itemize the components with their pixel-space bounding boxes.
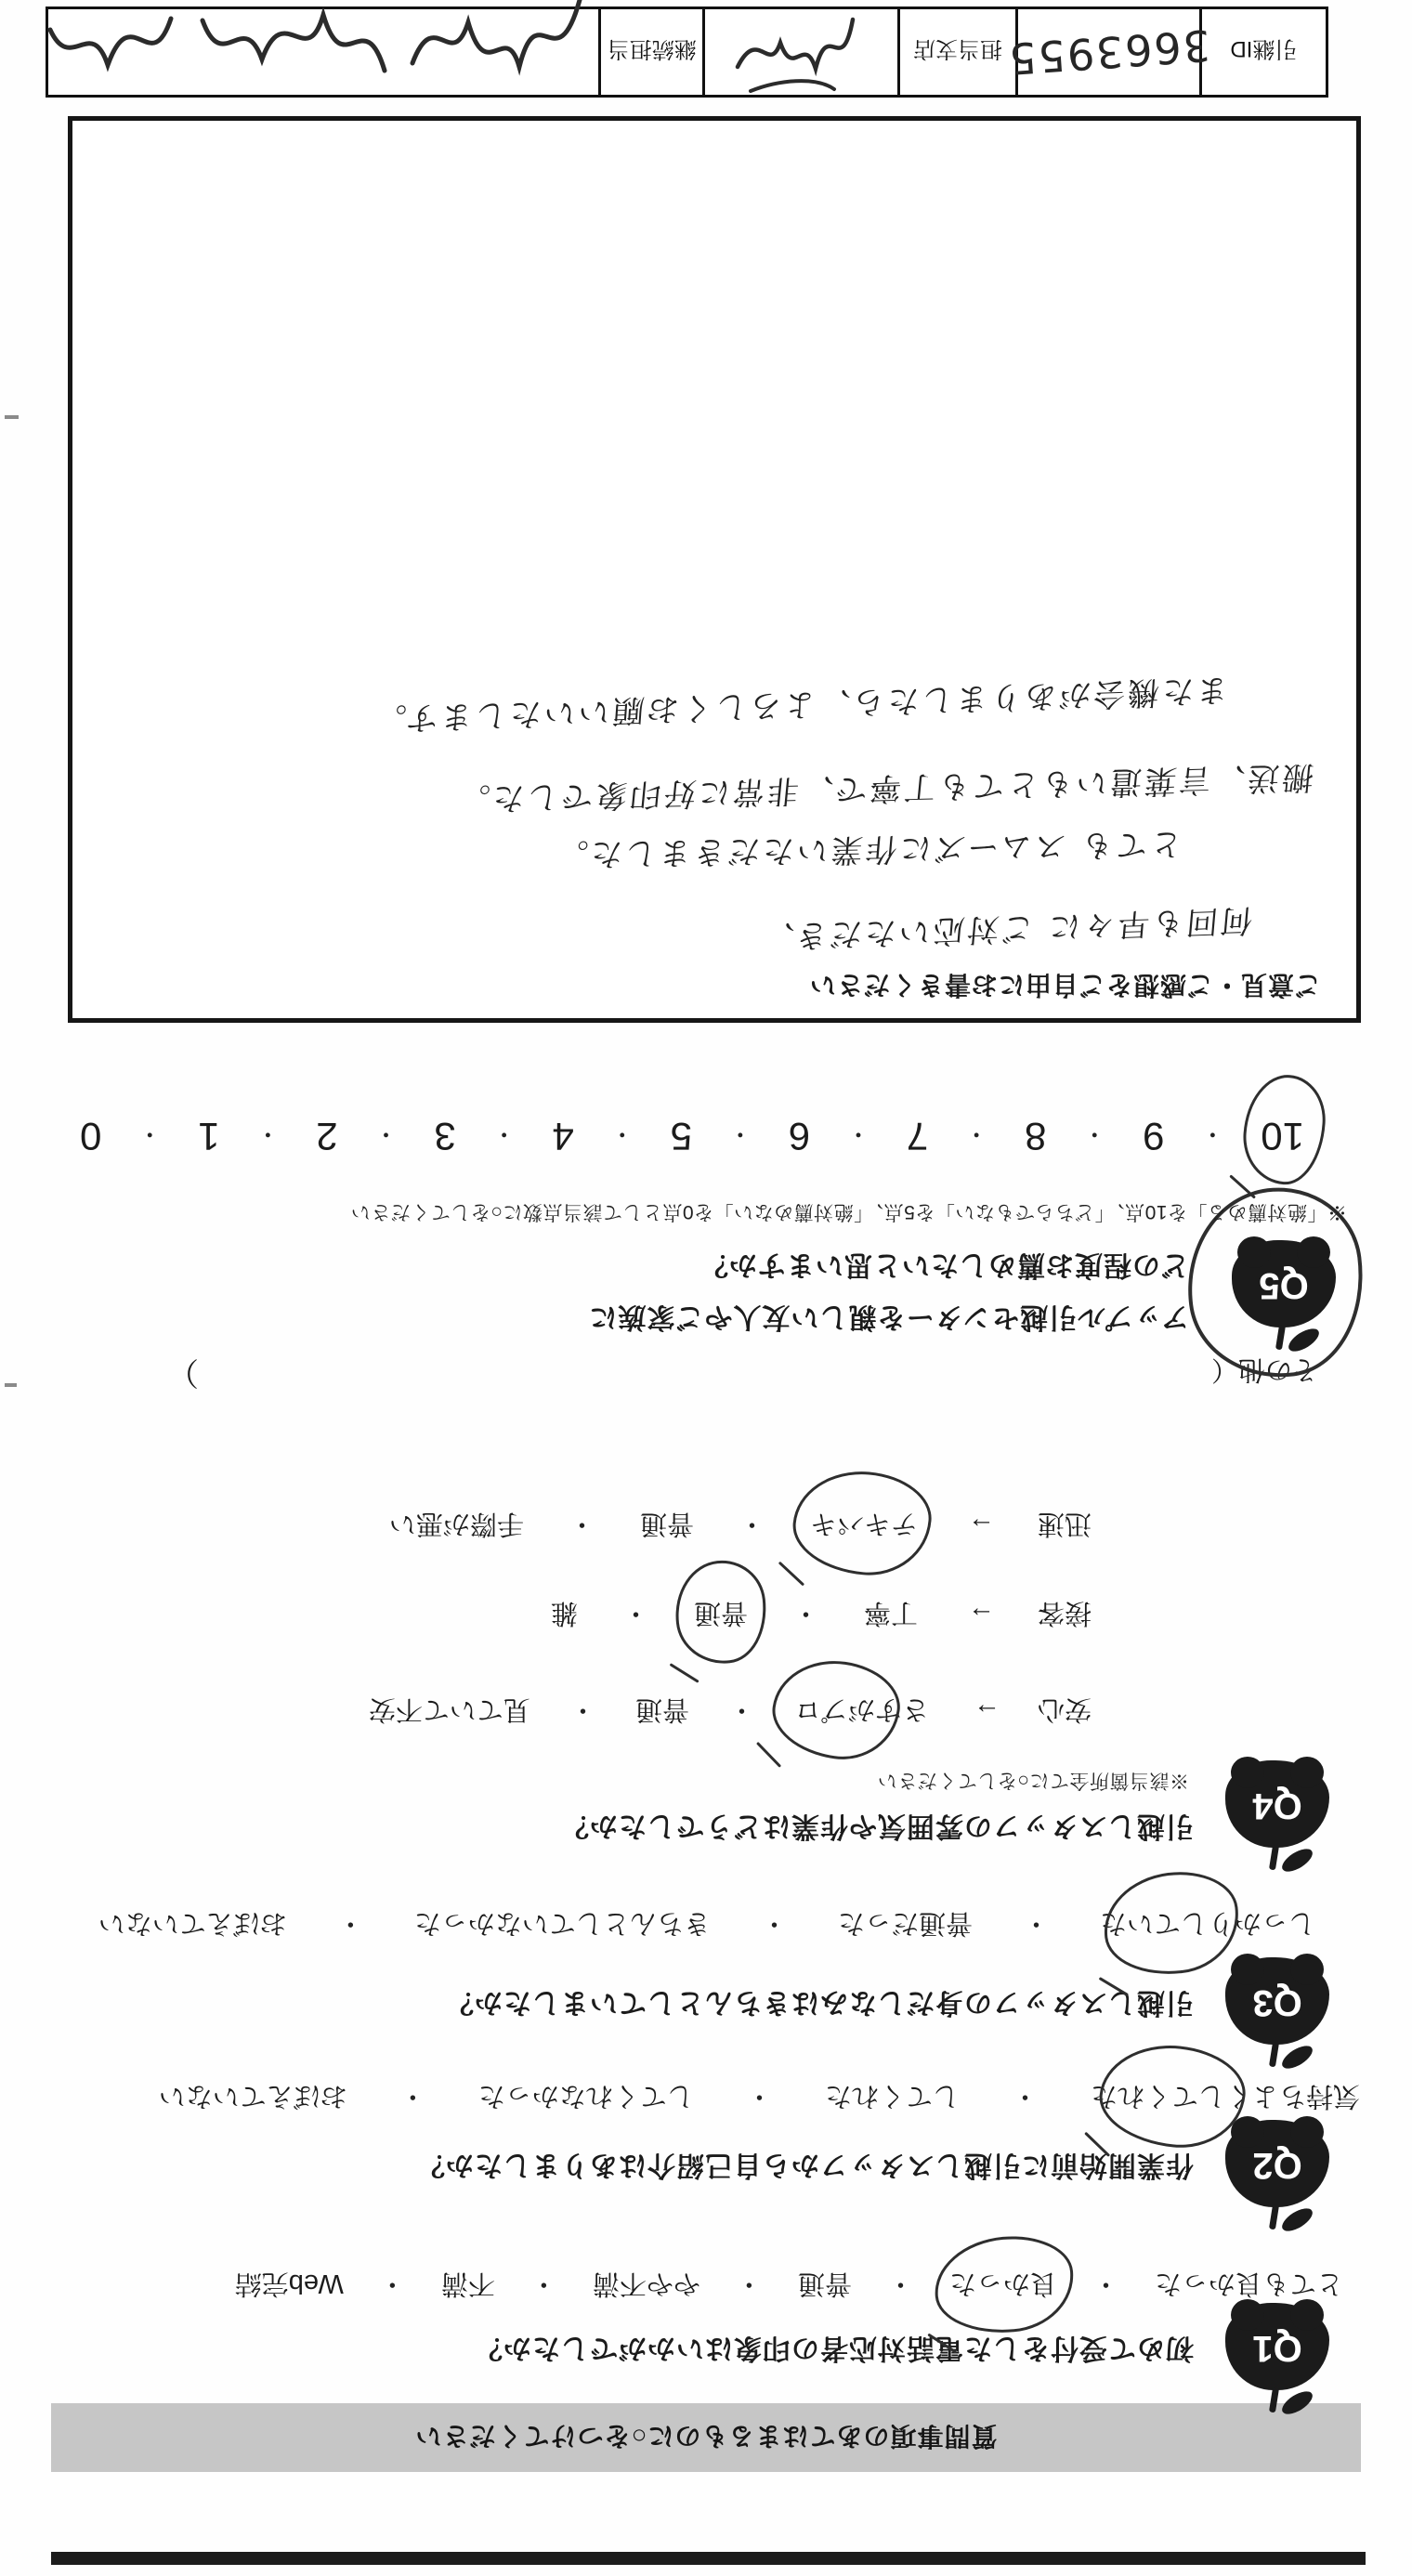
option: 普通	[639, 1509, 694, 1538]
option: おぼえていない	[158, 2081, 347, 2111]
q4-row-jinsoku	[386, 1505, 1092, 1547]
option-separator: ・	[569, 1694, 596, 1724]
option: 普通だった	[837, 1908, 973, 1938]
scale-separator: ・	[373, 1120, 399, 1149]
option-text: さすがプロ	[793, 1694, 929, 1724]
scale-number: 1	[198, 1115, 220, 1158]
q1-apple-badge-icon	[1222, 2297, 1333, 2420]
option-separator: ・	[791, 1598, 819, 1628]
scale-number: 2	[316, 1115, 338, 1158]
q5-question-line1: アップル引越センターを親しい友人やご家族に	[588, 1301, 1189, 1332]
option-separator: ・	[1022, 1908, 1050, 1938]
option: 普通	[634, 1694, 689, 1724]
scale-number: 0	[80, 1115, 102, 1158]
option-circled	[1087, 2077, 1364, 2119]
scale-number: 7	[906, 1115, 929, 1158]
option-separator: ・	[727, 1694, 755, 1724]
row-label: 安心	[1037, 1694, 1092, 1724]
option-text: 気持ちよくしてくれた	[1090, 2081, 1360, 2111]
scale-number-circled	[1255, 1112, 1310, 1160]
option-circled	[1096, 1904, 1319, 1946]
q5-question-line2: どの程度お薦めしたいと思いますか？	[699, 1249, 1189, 1280]
option: おぼえていない	[98, 1908, 287, 1938]
q4-label: Q4	[1252, 1785, 1302, 1827]
handwritten-staff-scribble	[32, 0, 608, 111]
option: 見ていて不安	[368, 1694, 530, 1724]
q3-apple-badge-icon	[1222, 1952, 1333, 2074]
scale-separator: ・	[1082, 1120, 1107, 1149]
q2-apple-badge-icon	[1222, 2114, 1333, 2237]
field-value-continuing	[48, 9, 598, 95]
option-separator: ・	[399, 2081, 426, 2111]
scale-separator: ・	[727, 1120, 752, 1149]
q3-question-text: 引越しスタッフの身だしなみはきちんとしていましたか？	[445, 1987, 1194, 2018]
scale-number: 6	[788, 1115, 811, 1158]
scale-separator: ・	[609, 1120, 634, 1149]
title-bar	[51, 2403, 1361, 2472]
q1-question-text: 初めて受付をした電話対応者の印象はいかがでしたか？	[474, 2333, 1194, 2363]
field-label-text: 継続担当	[607, 36, 697, 62]
option: 丁寧	[863, 1598, 918, 1628]
q2-question-text: 作業開始前に引越しスタッフから自己紹介はありましたか？	[416, 2150, 1194, 2180]
scan-edge-band	[51, 2552, 1366, 2565]
option-separator: ・	[886, 2269, 914, 2298]
option-separator: ・	[378, 2269, 406, 2298]
handwritten-line: また機会がありましたら、よろしくお願いいたします。	[371, 670, 1230, 739]
option-separator: ・	[621, 1598, 649, 1628]
title-bar-text: 質問事項のあてはまるものに○をつけてください	[414, 2422, 998, 2451]
scale-number: 8	[1025, 1115, 1047, 1158]
scale-number: 9	[1143, 1115, 1165, 1158]
scale-separator: ・	[255, 1120, 281, 1149]
scale-separator: ・	[846, 1120, 871, 1149]
q5-label: Q5	[1259, 1265, 1309, 1307]
handwritten-line: 搬送、言葉遣いもとても丁寧で、非常に好印象でした。	[453, 757, 1316, 818]
option-circled	[791, 1691, 933, 1733]
field-label-branch	[897, 9, 1014, 95]
scale-separator: ・	[137, 1120, 163, 1149]
field-value-hikitsugi-id	[1005, 9, 1212, 95]
option-separator: ・	[568, 1509, 595, 1538]
option: してくれなかった	[477, 2081, 694, 2111]
field-label-text: 引継ID	[1230, 36, 1298, 62]
q4-note: ※該当箇所全てに○をしてください	[877, 1770, 1189, 1791]
field-label-continuing	[598, 9, 702, 95]
option-separator: ・	[1011, 2081, 1039, 2111]
scale-separator: ・	[491, 1120, 516, 1149]
option: 不満	[440, 2269, 495, 2298]
handwritten-line: とても スムーズに作業いただきました。	[552, 824, 1184, 873]
comment-box-header: ご意見・ご感想をご自由にお書きください	[808, 971, 1321, 1000]
option-text: しっかりしていた	[1099, 1908, 1315, 1938]
field-label-hikitsugi-id	[1199, 9, 1326, 95]
option-separator: ・	[530, 2269, 557, 2298]
q4-row-anshin	[365, 1691, 1092, 1733]
scale-separator: ・	[964, 1120, 989, 1149]
footer-id-table	[46, 7, 1328, 98]
option-text: 良かった	[948, 2269, 1057, 2298]
option: Web完結	[234, 2269, 344, 2298]
q2-options-row	[155, 2077, 1364, 2119]
field-value-branch	[702, 9, 897, 95]
scale-number: 5	[670, 1115, 693, 1158]
option-circled	[946, 2265, 1061, 2307]
option-separator: ・	[745, 2081, 773, 2111]
q5-apple-badge-icon	[1228, 1235, 1340, 1357]
option: やや不満	[592, 2269, 700, 2298]
q2-label: Q2	[1252, 2145, 1302, 2187]
scan-edge-mark	[5, 1383, 17, 1387]
option-text: 普通	[693, 1598, 748, 1628]
q1-label: Q1	[1252, 2328, 1302, 2370]
option: してくれた	[824, 2081, 960, 2111]
option-separator: ・	[760, 1908, 788, 1938]
q5-note: ※「絶対薦める」を10点、「どちらでもない」を5点、「絶対薦めない」を0点として該当点数に○をしてください	[350, 1201, 1347, 1223]
option-circled	[690, 1594, 752, 1636]
scale-number-text: 10	[1261, 1115, 1304, 1158]
handwritten-branch-scribble	[709, 0, 890, 108]
option-separator: ・	[336, 1908, 364, 1938]
field-label-text: 担当支店	[913, 36, 1003, 62]
option-text: テキパキ	[809, 1509, 918, 1538]
option: 手際が悪い	[388, 1509, 524, 1538]
option-separator: ・	[735, 2269, 763, 2298]
option: きちんとしていなかった	[413, 1908, 711, 1938]
scan-edge-mark	[5, 415, 19, 419]
option-circled	[806, 1505, 922, 1547]
handwritten-id-value: 3663955	[1005, 20, 1212, 85]
other-close: ）	[166, 1354, 199, 1390]
arrow-icon: →	[967, 1601, 995, 1630]
q4-question-text: 引越しスタッフの雰囲気や作業はどうでしたか？	[560, 1811, 1194, 1841]
other-open: その他（	[1210, 1354, 1319, 1384]
option-separator: ・	[1092, 2269, 1119, 2298]
comment-box	[68, 116, 1361, 1023]
q4-other-line	[84, 1353, 1319, 1398]
q5-scale-row	[74, 1112, 1310, 1160]
option: 普通	[797, 2269, 852, 2298]
scale-separator: ・	[1200, 1120, 1225, 1149]
scale-number: 4	[552, 1115, 574, 1158]
option: 雑	[550, 1598, 578, 1628]
arrow-icon: →	[967, 1511, 995, 1541]
q4-row-sekkyaku	[547, 1594, 1092, 1636]
row-label: 迅速	[1037, 1509, 1092, 1538]
q4-apple-badge-icon	[1222, 1755, 1333, 1877]
scale-number: 3	[434, 1115, 456, 1158]
arrow-icon: →	[973, 1697, 1000, 1727]
row-label: 接客	[1037, 1598, 1092, 1628]
handwritten-line: 何回も早々に ご対応いただき、	[758, 900, 1255, 956]
option: とても良かった	[1154, 2269, 1343, 2298]
q3-label: Q3	[1252, 1982, 1302, 2024]
q3-options-row	[95, 1904, 1319, 1946]
q1-options-row	[231, 2265, 1347, 2307]
option-separator: ・	[738, 1509, 765, 1538]
